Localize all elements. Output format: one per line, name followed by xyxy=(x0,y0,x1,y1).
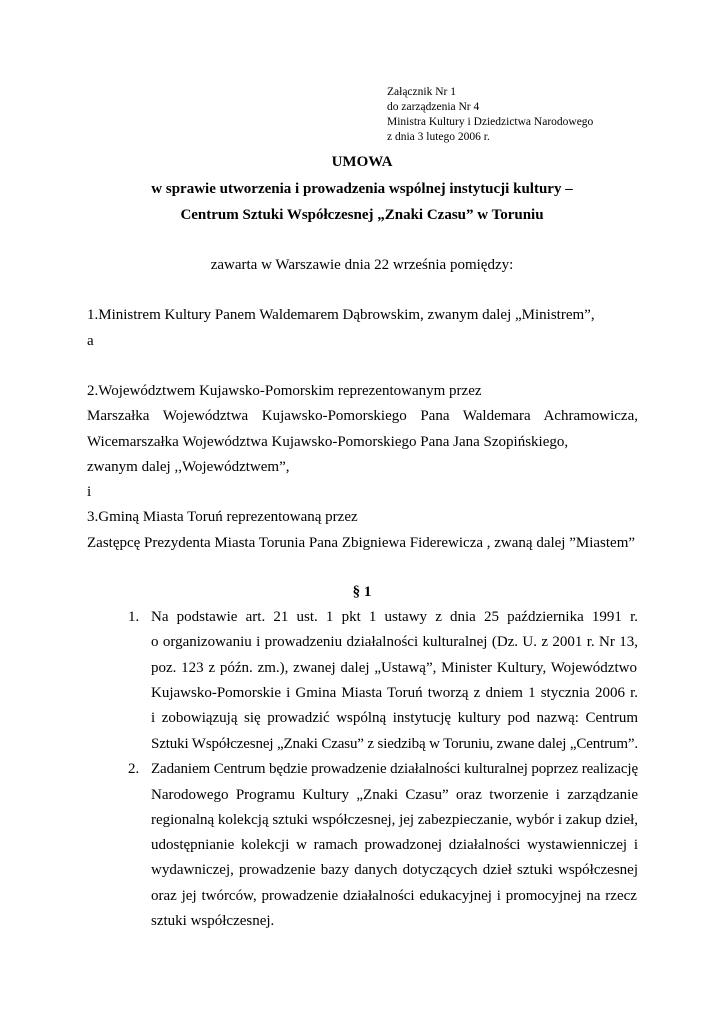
party-2-line: Wicemarszałka Województwa Kujawsko-Pomorskiego Pana Jana Szopińskiego, xyxy=(87,434,569,450)
document-subtitle: w sprawie utworzenia i prowadzenia wspólnej instytucji kultury – xyxy=(151,181,573,197)
item-number: 1. xyxy=(128,609,140,625)
item-line: regionalną kolekcją sztuki współczesnej, jej zabezpieczanie, wybór i zakup dzieł, xyxy=(151,812,639,828)
section-heading: § 1 xyxy=(352,584,372,600)
item-line: Kujawsko-Pomorskie i Gmina Miasta Toruń tworzą z dniem 1 stycznia 2006 r. xyxy=(151,685,638,701)
item-line: Narodowego Programu Kultury „Znaki Czasu” oraz tworzenie i zarządzanie xyxy=(151,787,638,803)
party-3-line: Zastępcę Prezydenta Miasta Torunia Pana Zbigniewa Fiderewicza , zwaną dalej ”Miastem” xyxy=(87,535,636,551)
conjunction: a xyxy=(87,333,94,349)
conjunction: i xyxy=(87,484,92,500)
item-number: 2. xyxy=(128,761,140,777)
item-line: Zadaniem Centrum będzie prowadzenie działalności kulturalnej poprzez realizację xyxy=(151,761,638,777)
item-line: sztuki współczesnej. xyxy=(151,913,275,929)
document-title: UMOWA xyxy=(331,154,393,170)
party-2-line: Marszałka Województwa Kujawsko-Pomorskiego Pana Waldemara Achramowicza, xyxy=(87,408,638,424)
item-line: o organizowaniu i prowadzeniu działalności kulturalnej (Dz. U. z 2001 r. Nr 13, xyxy=(151,634,638,650)
item-line: Na podstawie art. 21 ust. 1 pkt 1 ustawy z dnia 25 października 1991 r. xyxy=(151,609,638,625)
party-2-line: 2.Województwem Kujawsko-Pomorskim reprezentowanym przez xyxy=(87,383,482,399)
annex-line: Załącznik Nr 1 xyxy=(387,86,456,98)
document-subtitle: Centrum Sztuki Współczesnej „Znaki Czasu” w Toruniu xyxy=(180,207,544,223)
item-line: oraz jej twórców, prowadzenie działalności edukacyjnej i promocyjnej na rzecz xyxy=(151,888,637,904)
item-line: Sztuki Współczesnej „Znaki Czasu” z siedzibą w Toruniu, zwane dalej „Centrum”. xyxy=(151,736,638,752)
item-line: udostępnianie kolekcji w ramach prowadzonej działalności wystawienniczej i xyxy=(151,837,638,853)
party-2-line: zwanym dalej ,,Województwem”, xyxy=(87,459,290,475)
party-1: 1.Ministrem Kultury Panem Waldemarem Dąbrowskim, zwanym dalej „Ministrem”, xyxy=(87,307,595,323)
item-line: poz. 123 z późn. zm.), zwanej dalej „Ustawą”, Minister Kultury, Województwo xyxy=(151,660,637,676)
annex-line: do zarządzenia Nr 4 xyxy=(387,101,480,113)
item-line: wydawniczej, prowadzenie bazy danych dotyczących dzieł sztuki współczesnej xyxy=(151,862,638,878)
party-3-line: 3.Gminą Miasta Toruń reprezentowaną przez xyxy=(87,509,358,525)
item-line: i zobowiązują się prowadzić wspólną instytucję kultury pod nazwą: Centrum xyxy=(151,710,638,726)
intro-text: zawarta w Warszawie dnia 22 września pomiędzy: xyxy=(210,257,514,273)
annex-line: Ministra Kultury i Dziedzictwa Narodowego xyxy=(387,116,594,128)
annex-header xyxy=(387,85,593,145)
annex-line: z dnia 3 lutego 2006 r. xyxy=(387,131,490,143)
